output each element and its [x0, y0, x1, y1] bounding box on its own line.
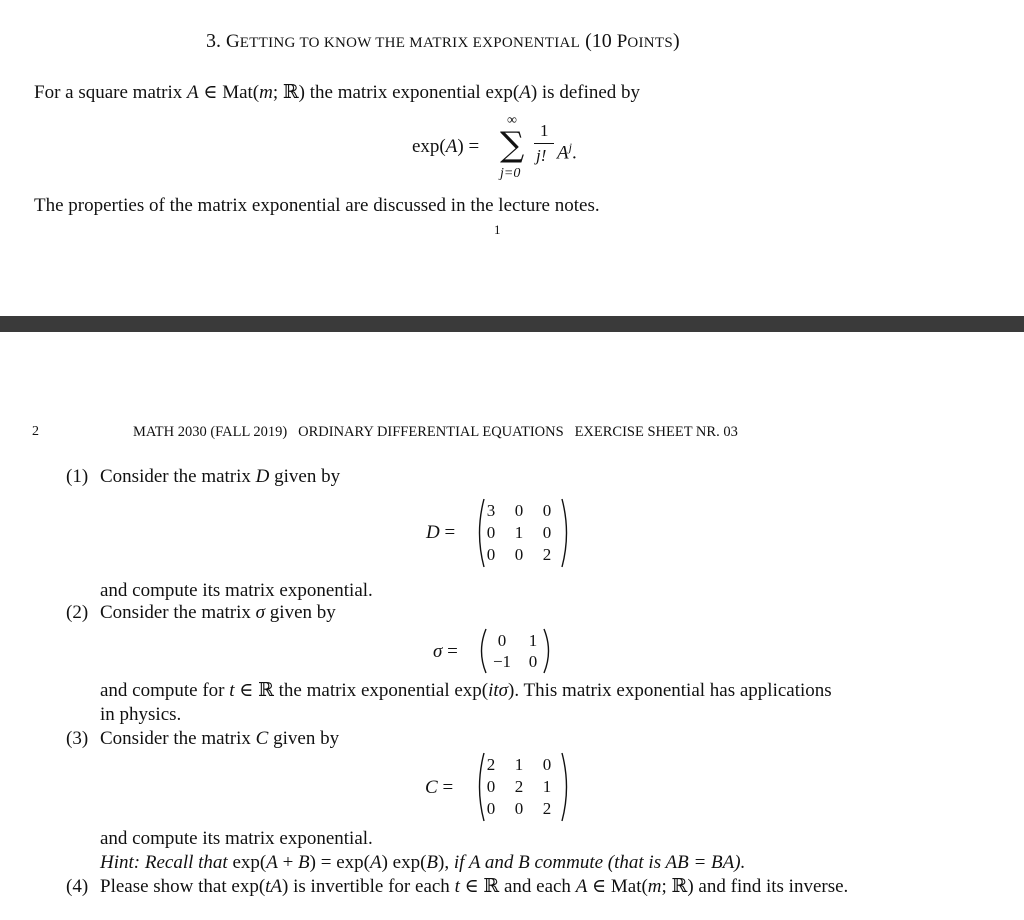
matrix-D-cell: 0	[486, 523, 496, 542]
matrix-C-cell: 1	[542, 777, 552, 796]
section-heading: 3. GETTING TO KNOW THE MATRIX EXPONENTIAL (10 POINTS)	[206, 30, 680, 52]
matrix-sigma-cell: 0	[497, 631, 507, 650]
matrix-C-cell: 2	[514, 777, 524, 796]
item-4-text: Please show that exp(tA) is invertible for each t ∈ ℝ and each A ∈ Mat(m; ℝ) and find its inverse.	[100, 876, 849, 897]
matrix-sigma-cell: −1	[492, 652, 512, 671]
matrix-D-cell: 0	[514, 501, 524, 520]
matrix-C-right-paren	[560, 752, 572, 822]
matrix-D-cell: 0	[542, 501, 552, 520]
fraction-bar	[534, 143, 554, 144]
item-1-text: Consider the matrix D given by	[100, 466, 341, 487]
item-2-after: and compute for t ∈ ℝ the matrix exponential exp(itσ). This matrix exponential has applications	[100, 680, 832, 701]
matrix-C-cell: 2	[486, 755, 496, 774]
matrix-D-cell: 1	[514, 523, 524, 542]
item-2-text: Consider the matrix σ given by	[100, 602, 336, 623]
matrix-C-cell: 1	[514, 755, 524, 774]
properties-text: The properties of the matrix exponential are discussed in the lecture notes.	[34, 195, 600, 216]
formula-lhs: exp(A) =	[412, 136, 480, 157]
matrix-sigma-cell: 1	[528, 631, 538, 650]
sum-symbol: ∑	[500, 125, 525, 165]
matrix-D-cell: 0	[486, 545, 496, 564]
item-3-text: Consider the matrix C given by	[100, 728, 340, 749]
matrix-C-cell: 0	[486, 777, 496, 796]
sum-upper-limit: ∞	[507, 113, 517, 128]
matrix-sigma-cell: 0	[528, 652, 538, 671]
matrix-D-cell: 2	[542, 545, 552, 564]
page-divider	[0, 316, 1024, 332]
fraction-denominator: j!	[536, 146, 547, 165]
matrix-D-cell: 0	[514, 545, 524, 564]
item-3-number: (3)	[66, 728, 89, 749]
matrix-C-cell: 2	[542, 799, 552, 818]
item-2-number: (2)	[66, 602, 89, 623]
formula-term: $A^j$.	[557, 140, 577, 164]
matrix-C-cell: 0	[514, 799, 524, 818]
running-header: MATH 2030 (FALL 2019) ORDINARY DIFFERENTIAL EQUATIONS EXERCISE SHEET NR. 03	[133, 424, 738, 440]
item-3-after: and compute its matrix exponential.	[100, 828, 373, 849]
matrix-D	[474, 498, 574, 568]
matrix-D-label: D =	[426, 522, 456, 543]
matrix-sigma-label: σ =	[433, 641, 458, 662]
page-number-2: 2	[32, 424, 39, 439]
item-1-after: and compute its matrix exponential.	[100, 580, 373, 601]
sum-lower-limit: j=0	[500, 166, 521, 181]
matrix-C	[474, 752, 574, 822]
matrix-sigma	[476, 628, 556, 674]
item-4-number: (4)	[66, 876, 89, 897]
item-2-after-line2: in physics.	[100, 704, 182, 725]
fraction-numerator: 1	[540, 121, 549, 140]
matrix-C-label: C =	[425, 777, 454, 798]
matrix-D-right-paren	[560, 498, 572, 568]
intro-text: For a square matrix A ∈ Mat(m; ℝ) the matrix exponential exp(A) is defined by	[34, 82, 641, 103]
matrix-sigma-left-paren	[476, 628, 488, 674]
item-1-number: (1)	[66, 466, 89, 487]
matrix-D-cell: 0	[542, 523, 552, 542]
page-number-1: 1	[494, 222, 501, 237]
matrix-C-cell: 0	[542, 755, 552, 774]
matrix-C-cell: 0	[486, 799, 496, 818]
matrix-D-cell: 3	[486, 501, 496, 520]
item-3-hint: Hint: Recall that exp(A + B) = exp(A) exp(B), if A and B commute (that is AB = BA).	[100, 852, 746, 873]
